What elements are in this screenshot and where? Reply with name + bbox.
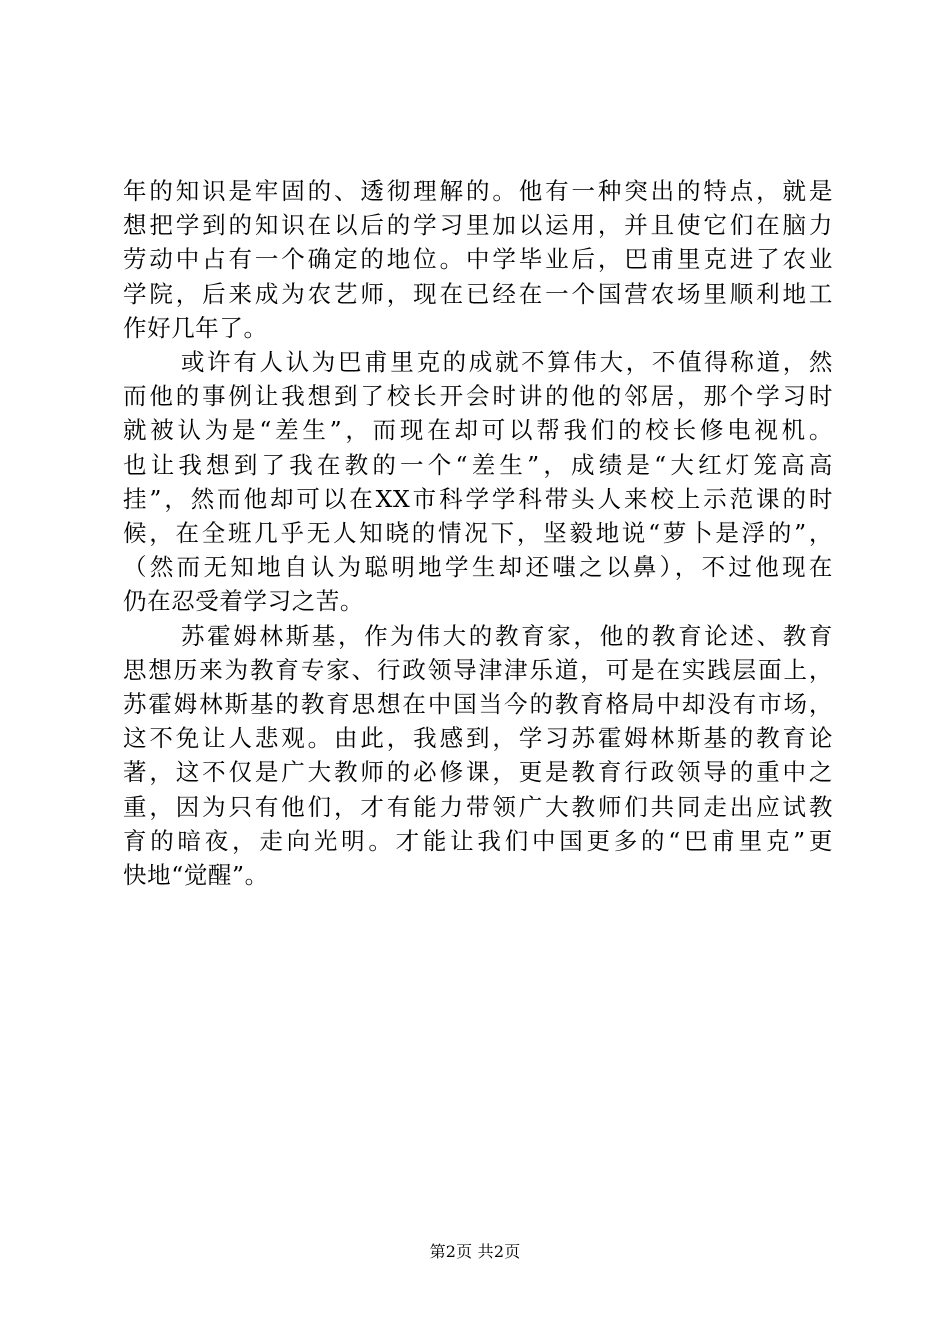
text-line: 学院，后来成为农艺师，现在已经在一个国营农场里顺利地工	[123, 279, 833, 308]
body-text	[123, 174, 833, 892]
page-number-label: 第2页 共2页	[429, 1242, 521, 1261]
text-line: 候，在全班几乎无人知晓的情况下，坚毅地说“萝卜是浮的”，	[123, 519, 833, 548]
text-line: 著，这不仅是广大教师的必修课，更是教育行政领导的重中之	[123, 758, 833, 787]
text-line: 仍在忍受着学习之苦。	[123, 587, 364, 616]
text-line: 劳动中占有一个确定的地位。中学毕业后，巴甫里克进了农业	[123, 245, 833, 274]
text-line: 或许有人认为巴甫里克的成就不算伟大，不值得称道，然	[181, 348, 833, 377]
text-line: 就被认为是“差生”，而现在却可以帮我们的校长修电视机。	[123, 416, 833, 445]
text-line: 这不免让人悲观。由此，我感到，学习苏霍姆林斯基的教育论	[123, 724, 833, 753]
page-footer	[0, 1242, 950, 1262]
text-line: 苏霍姆林斯基，作为伟大的教育家，他的教育论述、教育	[181, 621, 833, 650]
text-line: 也让我想到了我在教的一个“差生”，成绩是“大红灯笼高高	[123, 450, 833, 479]
text-line: 快地“觉醒”。	[123, 861, 269, 890]
text-line: 重，因为只有他们，才有能力带领广大教师们共同走出应试教	[123, 792, 833, 821]
text-line: 育的暗夜，走向光明。才能让我们中国更多的“巴甫里克”更	[123, 826, 833, 855]
paragraph-2	[123, 345, 833, 619]
paragraph-1	[123, 174, 833, 345]
text-line: 挂”，然而他却可以在XX市科学学科带头人来校上示范课的时	[123, 484, 833, 513]
text-line: 苏霍姆林斯基的教育思想在中国当今的教育格局中却没有市场，	[123, 690, 833, 719]
text-line: 年的知识是牢固的、透彻理解的。他有一种突出的特点，就是	[123, 177, 833, 205]
paragraph-3	[123, 619, 833, 893]
text-line: 思想历来为教育专家、行政领导津津乐道，可是在实践层面上，	[123, 655, 833, 684]
text-line: （然而无知地自认为聪明地学生却还嗤之以鼻），不过他现在	[123, 553, 833, 582]
text-line: 作好几年了。	[123, 313, 268, 342]
text-line: 想把学到的知识在以后的学习里加以运用，并且使它们在脑力	[123, 211, 833, 240]
text-line: 而他的事例让我想到了校长开会时讲的他的邻居，那个学习时	[123, 382, 833, 411]
